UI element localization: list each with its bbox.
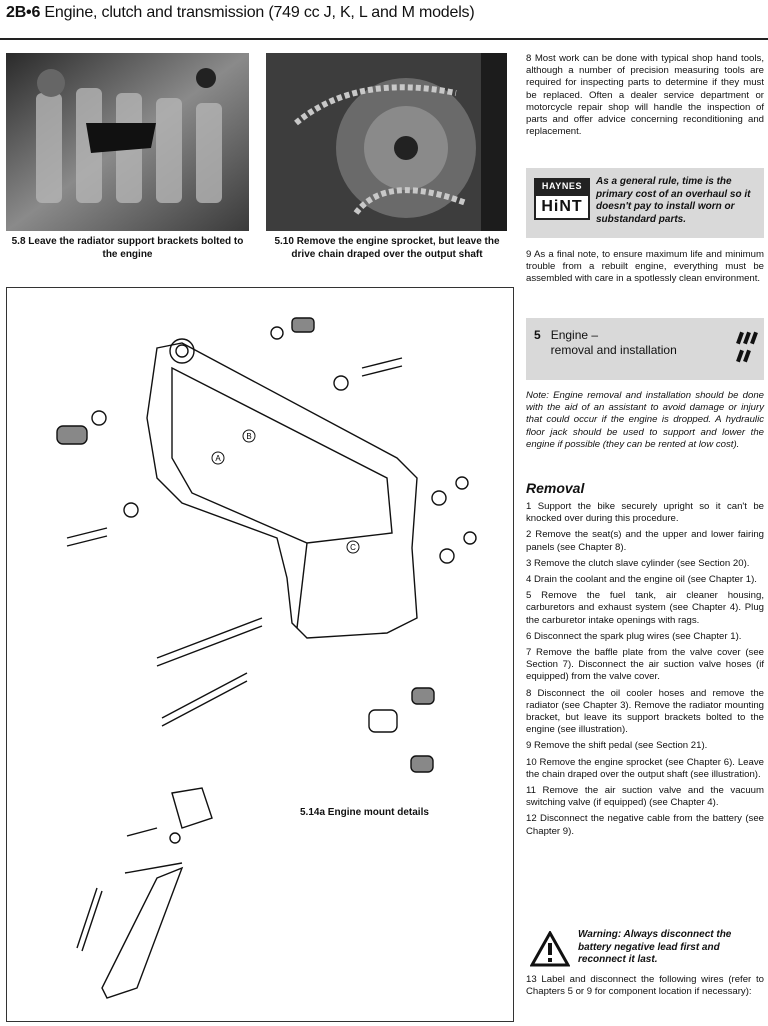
engine-mount-drawing [7,288,513,1021]
step-9: 9 Remove the shift pedal (see Section 21). [526,740,708,752]
step-5: 5 Remove the fuel tank, air cleaner housing, carburetors and exhaust system (see Chapter 4). Plug the carburetor intake openings with rags. [526,590,764,626]
hint-logo-bottom: HiNT [534,194,590,220]
section-header-engine-removal [526,318,764,380]
warning-text: Warning: Always disconnect the battery negative lead first and reconnect it last. [578,929,732,965]
step-10: 10 Remove the engine sprocket (see Chapter 6). Leave the chain draped over the output shaft (see illustration). [526,756,764,780]
warning-triangle-icon [530,931,570,967]
removal-heading: Removal [526,480,585,496]
callout-a: A [215,454,221,463]
step-13: 13 Label and disconnect the following wires (refer to Chapters 5 or 9 for component location if necessary): [526,974,764,998]
section-number: 5 [534,328,541,342]
haynes-hint-logo [534,178,590,222]
right-column-para9 [526,249,764,290]
hint-text: As a general rule, time is the primary cost of an overhaul so it doesn't pay to install worn or substandard parts. [596,176,751,225]
page-header [6,4,766,30]
step-4: 4 Drain the coolant and the engine oil (see Chapter 1). [526,574,757,586]
warning-box [526,927,766,971]
engine-photo-image [6,53,249,231]
page-ref: 2B•6 [6,4,41,21]
right-column-note [526,390,764,455]
photo-caption-5-10: 5.10 Remove the engine sprocket, but leave the drive chain draped over the output shaft [274,236,500,260]
paragraph-8: 8 Most work can be done with typical shop hand tools, although a number of precision measuring tools are required for inspecting parts to determine if they must be replaced. Often a dealer service department or motorcycle repair shop will handle the inspection of parts and offer advice concerning reconditioning and replacement. [526,53,764,138]
haynes-hint-box [526,168,764,238]
photo-caption-5-8: 5.8 Leave the radiator support brackets bolted to the engine [11,236,244,260]
sprocket-photo-image [266,53,507,231]
callout-b: B [246,432,252,441]
hint-logo-top: HAYNES [534,178,590,194]
chapter-title: Engine, clutch and transmission (749 cc J, K, L and M models) [44,4,475,21]
section-title [534,328,677,358]
section-title-line2: removal and installation [550,343,677,357]
step-3: 3 Remove the clutch slave cylinder (see Section 20). [526,557,750,569]
diagram-caption: 5.14a Engine mount details [300,807,429,818]
callout-c: C [350,543,356,552]
note-text: Note: Engine removal and installation should be done with the aid of an assistant to avoid damage or injury that could occur if the engine is dropped. A hydraulic floor jack should be used to support and lower the engine if possible (they can be rented at low cost). [526,390,764,450]
right-column-top [526,53,764,142]
page-title [6,4,475,21]
step-1: 1 Support the bike securely upright so it can't be knocked over during this procedure. [526,501,764,525]
step-13-block [526,974,764,1002]
step-11: 11 Remove the air suction valve and the vacuum switching valve (if equipped) (see Chapter 4). [526,785,764,809]
step-8: 8 Disconnect the oil cooler hoses and remove the radiator (see Chapter 3). Remove the radiator mounting bracket, but leave its support brackets bolted to the engine (see illustration). [526,687,764,736]
difficulty-spanner-icon [736,330,758,366]
removal-steps [526,501,764,842]
header-rule [0,38,768,40]
step-7: 7 Remove the baffle plate from the valve cover (see Section 7). Disconnect the air suction valve hoses (if equipped) from the valve cover. [526,647,764,683]
step-6: 6 Disconnect the spark plug wires (see Chapter 1). [526,630,742,642]
section-title-line1: Engine – [550,328,599,342]
photo-radiator-brackets [6,53,249,231]
engine-mount-diagram [6,287,514,1022]
paragraph-9: 9 As a final note, to ensure maximum life and minimum trouble from a rebuilt engine, everything must be assembled with care in a spotlessly clean environment. [526,249,764,285]
step-12: 12 Disconnect the negative cable from the battery (see Chapter 9). [526,813,764,837]
photo-engine-sprocket [266,53,507,231]
step-2: 2 Remove the seat(s) and the upper and lower fairing panels (see Chapter 8). [526,529,764,553]
